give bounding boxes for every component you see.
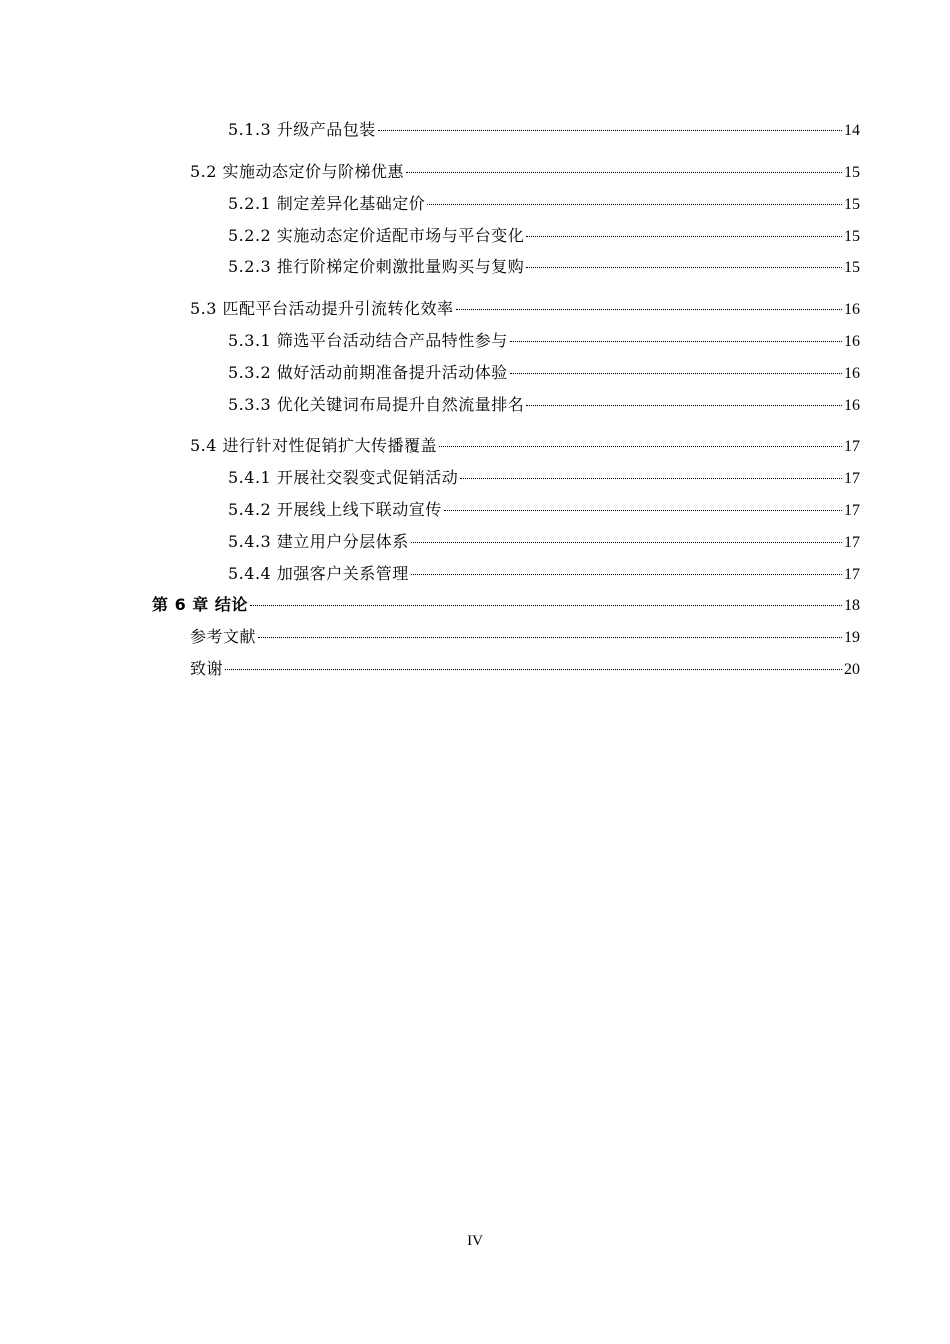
toc-entry[interactable] (228, 363, 860, 384)
toc-entry-page: 17 (844, 470, 860, 487)
toc-entry-title: 5.4.3 建立用户分层体系 (228, 532, 409, 551)
toc-entry-title: 5.3.1 筛选平台活动结合产品特性参与 (228, 331, 508, 350)
toc-dot-leader (510, 341, 842, 342)
toc-entry[interactable] (228, 226, 860, 247)
toc-dot-leader (526, 236, 842, 237)
toc-entry-title: 5.2.1 制定差异化基础定价 (228, 194, 426, 213)
toc-dot-leader (225, 669, 842, 670)
toc-entry-title: 5.2.2 实施动态定价适配市场与平台变化 (228, 226, 525, 245)
toc-dot-leader (411, 574, 842, 575)
toc-entry[interactable] (190, 627, 860, 648)
toc-dot-leader (439, 446, 842, 447)
toc-dot-leader (526, 267, 842, 268)
toc-dot-leader (444, 510, 842, 511)
toc-dot-leader (456, 309, 842, 310)
toc-entry-page: 17 (844, 438, 860, 455)
toc-entry-page: 16 (844, 333, 860, 350)
toc-entry[interactable] (190, 299, 860, 320)
toc-entry-title: 5.4 进行针对性促销扩大传播覆盖 (190, 436, 438, 455)
page-number: IV (467, 1233, 483, 1249)
toc-entry-title: 5.3.2 做好活动前期准备提升活动体验 (228, 363, 508, 382)
toc-entry-page: 16 (844, 301, 860, 318)
toc-entry[interactable] (228, 331, 860, 352)
toc-entry-title: 5.4.4 加强客户关系管理 (228, 564, 409, 583)
toc-entry-page: 14 (844, 122, 860, 139)
toc-entry-title: 5.2.3 推行阶梯定价刺激批量购买与复购 (228, 257, 525, 276)
toc-entry-page: 17 (844, 566, 860, 583)
toc-entry-title: 5.4.2 开展线上线下联动宣传 (228, 500, 442, 519)
toc-entry[interactable] (190, 659, 860, 680)
toc-dot-leader (250, 605, 842, 606)
toc-entry[interactable] (228, 564, 860, 585)
toc-dot-leader (510, 373, 842, 374)
toc-entry-page: 15 (844, 196, 860, 213)
toc-entry-title: 致谢 (190, 659, 224, 678)
toc-entry-page: 15 (844, 228, 860, 245)
toc-dot-leader (406, 172, 842, 173)
toc-entry-title: 参考文献 (190, 627, 257, 646)
toc-dot-leader (427, 204, 842, 205)
toc-entry-page: 15 (844, 259, 860, 276)
toc-entry[interactable] (228, 395, 860, 416)
toc-entry[interactable] (228, 257, 860, 278)
toc-entry-title: 5.3.3 优化关键词布局提升自然流量排名 (228, 395, 525, 414)
toc-entry[interactable] (228, 500, 860, 521)
toc-entry-title: 5.3 匹配平台活动提升引流转化效率 (190, 299, 454, 318)
toc-dot-leader (411, 542, 842, 543)
toc-entry-page: 15 (844, 164, 860, 181)
toc-entry-title: 第 6 章 结论 (152, 595, 248, 614)
toc-entry[interactable] (228, 532, 860, 553)
toc-entry-page: 17 (844, 534, 860, 551)
toc-entry-title: 5.2 实施动态定价与阶梯优惠 (190, 162, 405, 181)
toc-entry-title: 5.1.3 升级产品包装 (228, 120, 376, 139)
toc-entry-page: 17 (844, 502, 860, 519)
toc-entry[interactable] (228, 120, 860, 141)
toc-dot-leader (526, 405, 842, 406)
toc-dot-leader (378, 130, 842, 131)
toc-entry[interactable] (228, 194, 860, 215)
toc-entry-page: 16 (844, 365, 860, 382)
toc-entry-chapter[interactable] (152, 595, 860, 616)
toc-dot-leader (460, 478, 842, 479)
toc-dot-leader (258, 637, 842, 638)
toc-entry[interactable] (190, 436, 860, 457)
toc-entry-page: 19 (844, 629, 860, 646)
toc-entry-page: 18 (844, 597, 860, 614)
toc-entry[interactable] (190, 162, 860, 183)
toc-entry-page: 20 (844, 661, 860, 678)
toc-entry[interactable] (228, 468, 860, 489)
toc-entry-page: 16 (844, 397, 860, 414)
toc-entry-title: 5.4.1 开展社交裂变式促销活动 (228, 468, 459, 487)
